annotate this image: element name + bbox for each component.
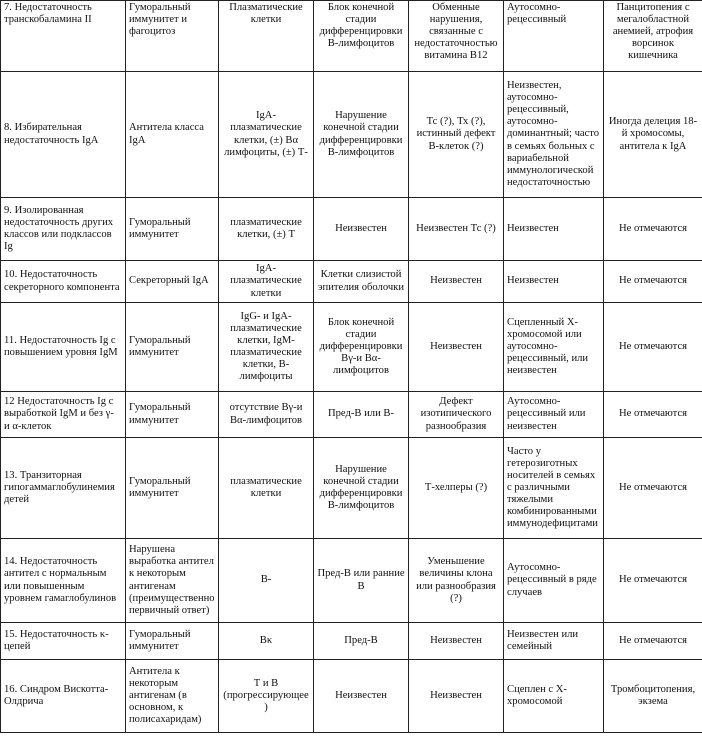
cell-defect-level: Клетки слизистой эпителия оболочки [314,261,409,303]
table-row [1,392,702,438]
cell-defect-level: Пред-В или В- [314,392,409,438]
cell-affected-cells: Плазматические клетки [219,1,314,72]
cell-disease: 14. Недостаточность антител с нормальным или повышенным уровнем гамаглобулинов [1,539,126,623]
table-row [1,303,702,392]
table-row [1,261,702,303]
cell-mechanism: Неизвестен [409,623,504,660]
cell-defect-level: Нарушение конечной стадии дифференцировки В-лимфоцитов [314,438,409,539]
table-row [1,660,702,733]
cell-mechanism: Т-хелперы (?) [409,438,504,539]
table-row [1,72,702,198]
cell-affected-function: Гуморальный иммунитет [126,303,219,392]
cell-associated-features: Не отмечаются [604,438,702,539]
cell-affected-function: Гуморальный иммунитет [126,438,219,539]
cell-affected-function: Гуморальный иммунитет [126,198,219,261]
cell-affected-cells: IgA-плазматические клетки, (±) Вα лимфоциты, (±) Т- [219,72,314,198]
cell-mechanism: Неизвестен [409,303,504,392]
cell-inheritance: Неизвестен [504,261,604,303]
cell-disease: 9. Изолированная недостаточность других классов или подклассов Ig [1,198,126,261]
cell-defect-level: Блок конечной стадии дифференцировки В-лимфоцитов [314,1,409,72]
cell-defect-level: Пред-В или ранние В [314,539,409,623]
cell-affected-function: Нарушена выработка антител к некоторым антигенам (преимущественно первичный ответ) [126,539,219,623]
cell-inheritance: Сцепленный Х-хромосомой или аутосомно-рецессивный, или неизвестен [504,303,604,392]
table-row [1,1,702,72]
cell-affected-function: Секреторный IgA [126,261,219,303]
cell-mechanism: Дефект изотипического разнообразия [409,392,504,438]
table-row [1,539,702,623]
cell-disease: 16. Синдром Вискотта-Олдрича [1,660,126,733]
cell-affected-cells: В- [219,539,314,623]
cell-associated-features: Не отмечаются [604,539,702,623]
cell-affected-function: Гуморальный иммунитет [126,392,219,438]
cell-mechanism: Тс (?), Тх (?), истинный дефект В-клеток (?) [409,72,504,198]
cell-defect-level: Блок конечной стадии дифференцировки Вγ-и Вα-лимфоцитов [314,303,409,392]
cell-disease: 13. Транзиторная гипогаммаглобулинемия детей [1,438,126,539]
cell-disease: 15. Недостаточность κ-цепей [1,623,126,660]
cell-associated-features: Тромбоцитопения, экзема [604,660,702,733]
cell-disease: 12 Недостаточность Ig с выработкой IgM и без γ- и α-клеток [1,392,126,438]
table-row [1,438,702,539]
cell-inheritance: Аутосомно-рецессивный в ряде случаев [504,539,604,623]
cell-disease: 11. Недостаточность Ig с повышением уровня IgM [1,303,126,392]
cell-defect-level: Неизвестен [314,660,409,733]
cell-associated-features: Не отмечаются [604,303,702,392]
cell-mechanism: Неизвестен [409,660,504,733]
table-row [1,623,702,660]
cell-inheritance: Часто у гетерозиготных носителей в семьях с различными тяжелыми комбинированными иммунодефицитами [504,438,604,539]
cell-inheritance: Неизвестен или семейный [504,623,604,660]
cell-affected-cells: Т и В (прогрессирующее) [219,660,314,733]
cell-mechanism: Неизвестен Тс (?) [409,198,504,261]
cell-associated-features: Панцитопения с мегалобластной анемией, атрофия ворсинок кишечника [604,1,702,72]
cell-inheritance: Сцеплен с Х-хромосомой [504,660,604,733]
cell-defect-level: Неизвестен [314,198,409,261]
cell-disease: 7. Недостаточность транскобаламина II [1,1,126,72]
cell-mechanism: Уменьшение величины клона или разнообразия (?) [409,539,504,623]
cell-associated-features: Иногда делеция 18-й хромосомы, антитела к IgA [604,72,702,198]
cell-affected-cells: IgA-плазматические клетки [219,261,314,303]
cell-affected-cells: IgG- и IgA-плазматические клетки, IgM-плазматические клетки, В-лимфоциты [219,303,314,392]
cell-affected-function: Гуморальный иммунитет и фагоцитоз [126,1,219,72]
cell-affected-function: Гуморальный иммунитет [126,623,219,660]
cell-affected-cells: плазматические клетки [219,438,314,539]
cell-mechanism: Обменные нарушения, связанные с недостаточностью витамина В12 [409,1,504,72]
cell-affected-cells: Вκ [219,623,314,660]
cell-associated-features: Не отмечаются [604,623,702,660]
cell-disease: 10. Недостаточность секреторного компонента [1,261,126,303]
cell-affected-cells: отсутствие Вγ-и Вα-лимфоцитов [219,392,314,438]
cell-inheritance: Аутосомно-рецессивный или неизвестен [504,392,604,438]
cell-defect-level: Пред-В [314,623,409,660]
cell-affected-cells: плазматические клетки, (±) Т [219,198,314,261]
cell-associated-features: Не отмечаются [604,261,702,303]
cell-disease: 8. Избирательная недостаточность IgA [1,72,126,198]
cell-associated-features: Не отмечаются [604,198,702,261]
cell-inheritance: Аутосомно-рецессивный [504,1,604,72]
table-row [1,198,702,261]
cell-affected-function: Антитела к некоторым антигенам (в основном, к полисахаридам) [126,660,219,733]
cell-inheritance: Неизвестен, аутосомно-рецессивный, аутосомно-доминантный; часто в семьях больных с вариабельной иммунологической недостаточностью [504,72,604,198]
cell-associated-features: Не отмечаются [604,392,702,438]
cell-affected-function: Антитела класса IgA [126,72,219,198]
cell-inheritance: Неизвестен [504,198,604,261]
cell-mechanism: Неизвестен [409,261,504,303]
cell-defect-level: Нарушение конечной стадии дифференцировки В-лимфоцитов [314,72,409,198]
